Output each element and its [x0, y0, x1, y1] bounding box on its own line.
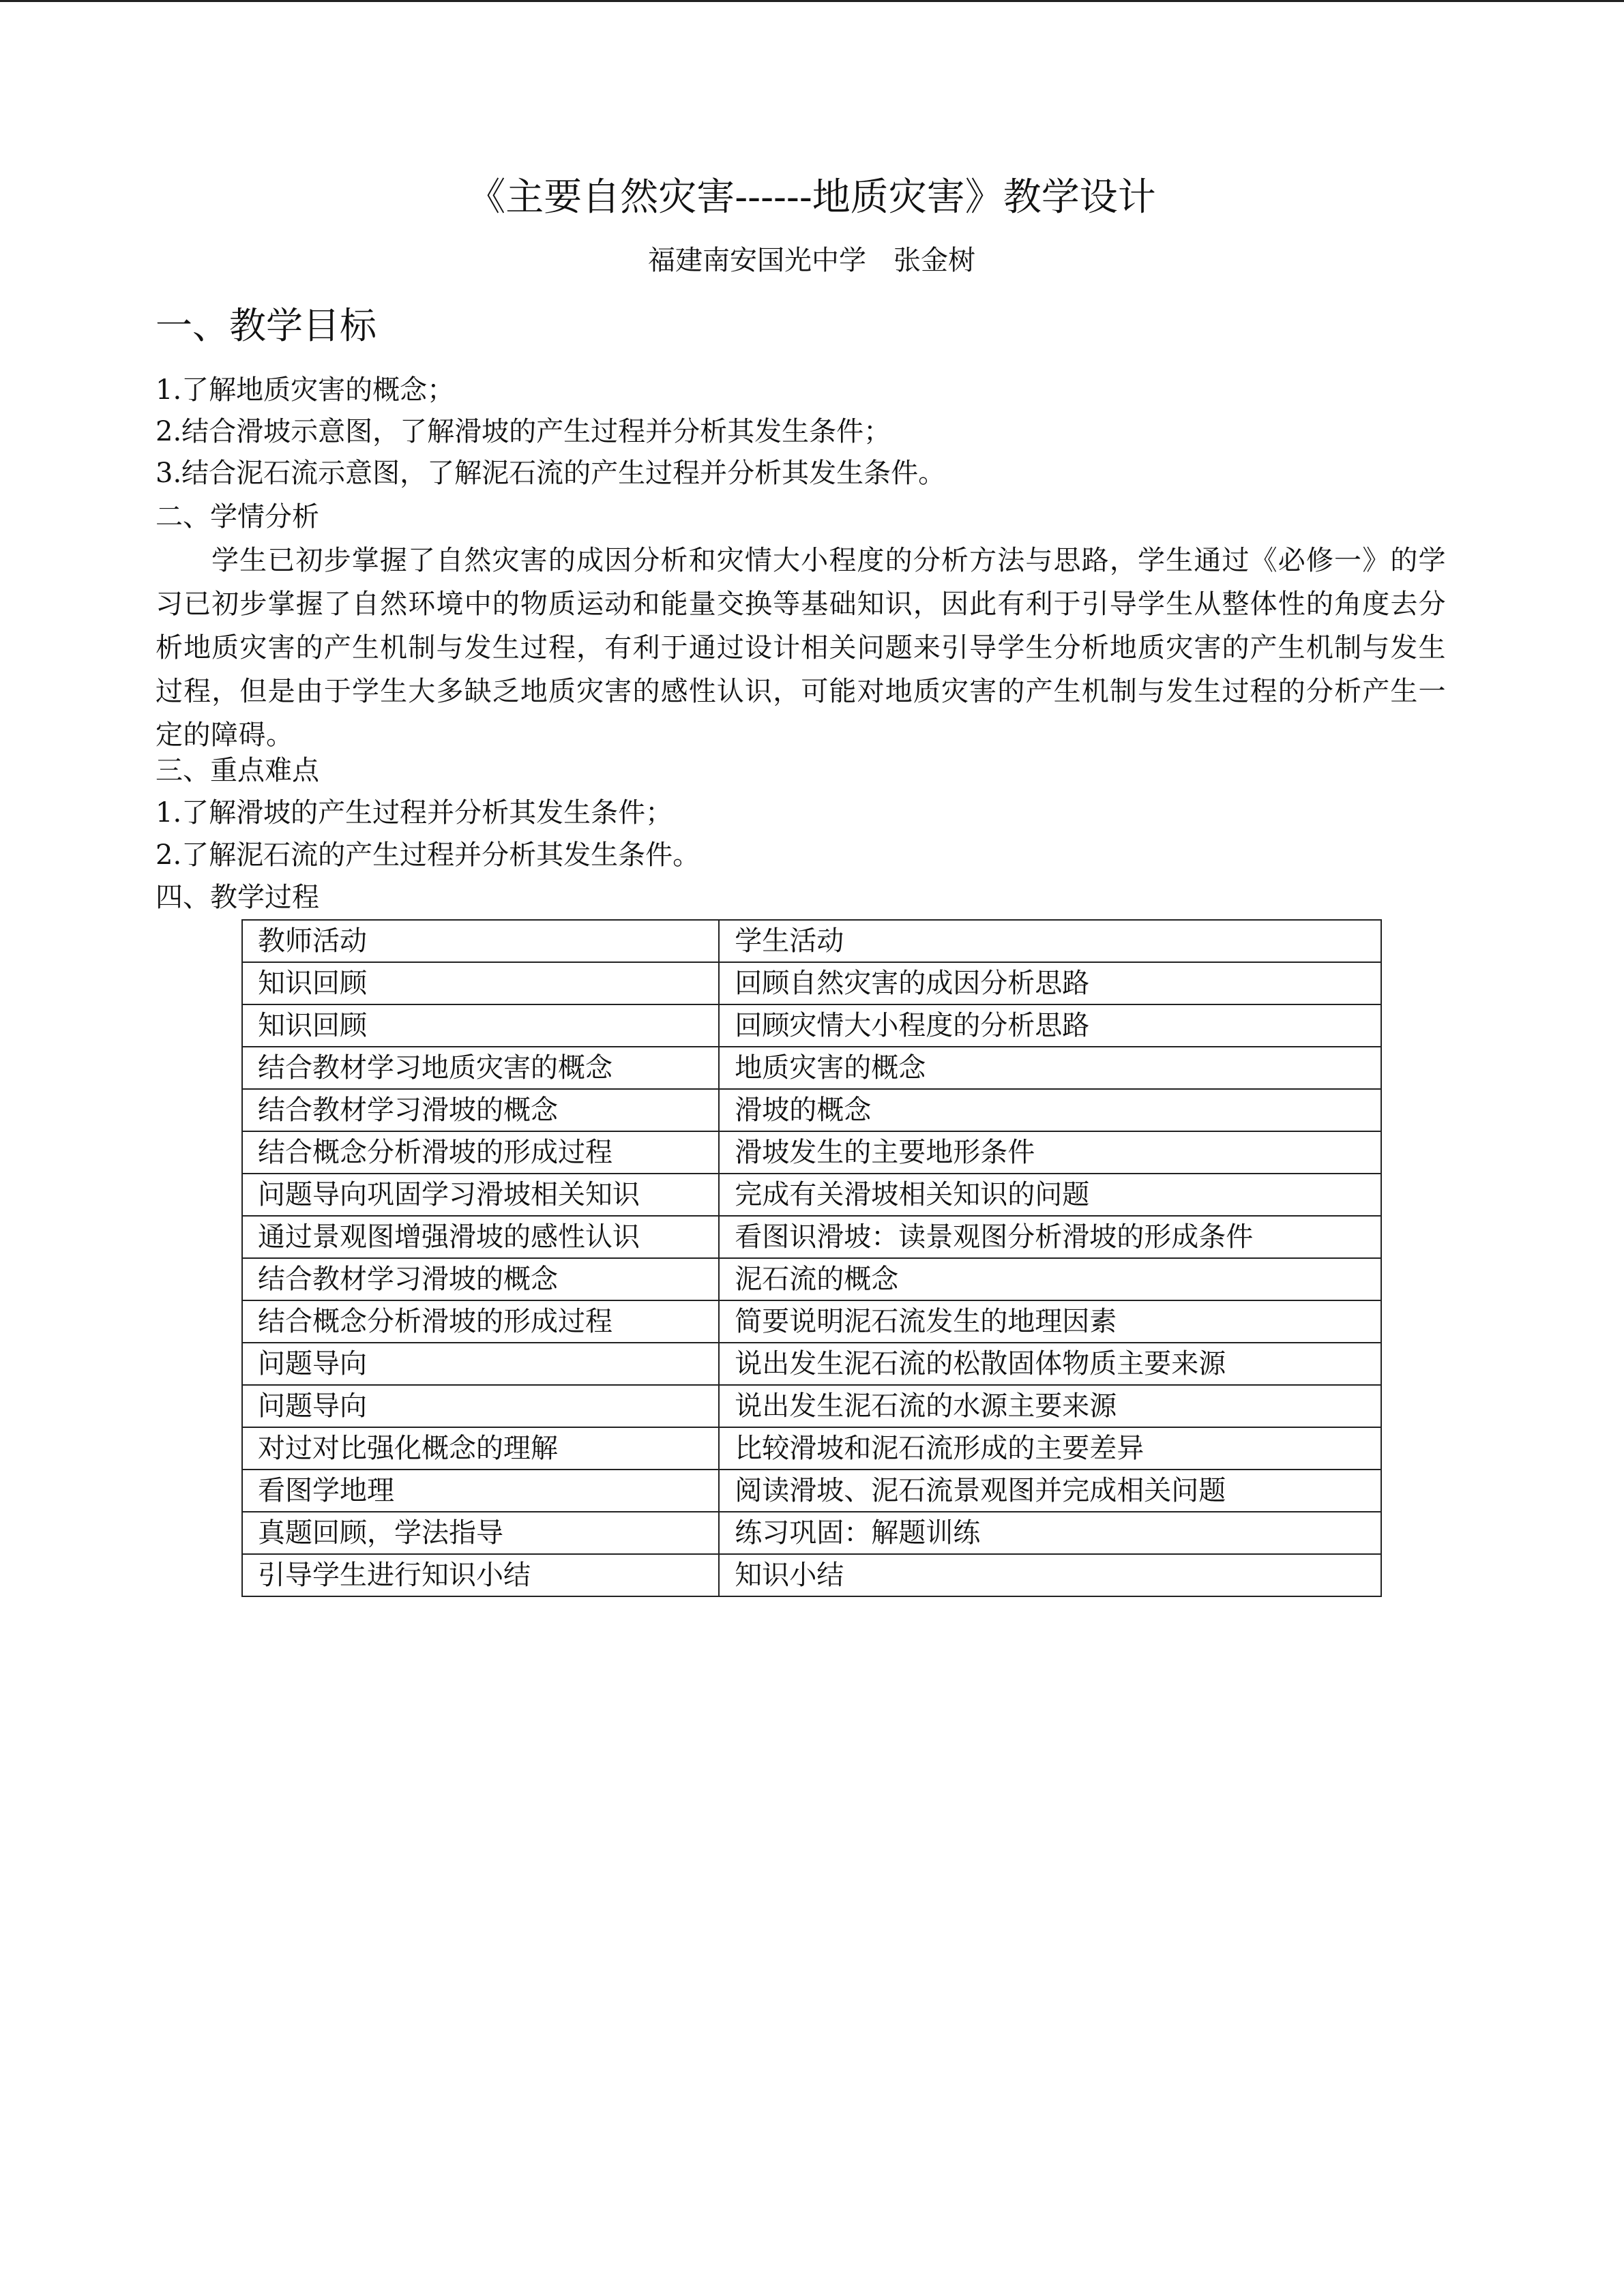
key-point-item-2: 2.了解泥石流的产生过程并分析其发生条件。	[156, 839, 700, 871]
table-cell: 阅读滑坡、泥石流景观图并完成相关问题	[719, 1470, 1381, 1512]
document-title: 《主要自然灾害------地质灾害》教学设计	[467, 175, 1156, 220]
table-cell: 问题导向	[242, 1385, 719, 1427]
table-cell: 结合概念分析滑坡的形成过程	[242, 1131, 719, 1174]
table-row	[242, 1554, 1381, 1596]
table-cell: 回顾灾情大小程度的分析思路	[719, 1004, 1381, 1047]
table-cell: 简要说明泥石流发生的地理因素	[719, 1300, 1381, 1343]
table-row	[242, 1385, 1381, 1427]
table-cell: 滑坡发生的主要地形条件	[719, 1131, 1381, 1174]
table-cell: 知识小结	[719, 1554, 1381, 1596]
table-row	[242, 1174, 1381, 1216]
table-cell: 结合教材学习滑坡的概念	[242, 1258, 719, 1300]
table-cell: 完成有关滑坡相关知识的问题	[719, 1174, 1381, 1216]
table-cell: 地质灾害的概念	[719, 1047, 1381, 1089]
table-row	[242, 1512, 1381, 1554]
table-cell: 看图学地理	[242, 1470, 719, 1512]
section-heading-teaching-goals: 一、教学目标	[156, 304, 377, 347]
goal-item-1: 1.了解地质灾害的概念；	[156, 374, 455, 406]
table-cell: 说出发生泥石流的水源主要来源	[719, 1385, 1381, 1427]
table-row	[242, 1131, 1381, 1174]
table-cell: 通过景观图增强滑坡的感性认识	[242, 1216, 719, 1258]
table-cell: 问题导向	[242, 1343, 719, 1385]
table-cell: 知识回顾	[242, 1004, 719, 1047]
table-cell: 教师活动	[242, 920, 719, 962]
section-heading-student-analysis: 二、学情分析	[156, 501, 319, 533]
goal-item-3: 3.结合泥石流示意图，了解泥石流的产生过程并分析其发生条件。	[156, 458, 946, 489]
table-cell: 结合概念分析滑坡的形成过程	[242, 1300, 719, 1343]
table-cell: 引导学生进行知识小结	[242, 1554, 719, 1596]
table-cell: 知识回顾	[242, 962, 719, 1004]
table-cell: 结合教材学习滑坡的概念	[242, 1089, 719, 1131]
table-cell: 滑坡的概念	[719, 1089, 1381, 1131]
table-row	[242, 1216, 1381, 1258]
table-row	[242, 1004, 1381, 1047]
table-cell: 对过对比强化概念的理解	[242, 1427, 719, 1470]
table-cell: 结合教材学习地质灾害的概念	[242, 1047, 719, 1089]
student-analysis-paragraph: 学生已初步掌握了自然灾害的成因分析和灾情大小程度的分析方法与思路，学生通过《必修一》的学习已初步掌握了自然环境中的物质运动和能量交换等基础知识，因此有利于引导学生从整体性的角度去分析地质灾害的产生机制与发生过程，有利于通过设计相关问题来引导学生分析地质灾害的产生机制与发生过程，但是由于学生大多缺乏地质灾害的感性认识，可能对地质灾害的产生机制与发生过程的分析产生一定的障碍。	[156, 545, 1446, 751]
table-cell: 看图识滑坡：读景观图分析滑坡的形成条件	[719, 1216, 1381, 1258]
table-cell: 学生活动	[719, 920, 1381, 962]
table-row	[242, 1343, 1381, 1385]
table-row	[242, 1300, 1381, 1343]
teaching-process-table	[241, 919, 1382, 1597]
table-row	[242, 962, 1381, 1004]
table-row	[242, 1089, 1381, 1131]
goal-item-2: 2.结合滑坡示意图，了解滑坡的产生过程并分析其发生条件；	[156, 416, 891, 447]
table-cell: 回顾自然灾害的成因分析思路	[719, 962, 1381, 1004]
key-point-item-1: 1.了解滑坡的产生过程并分析其发生条件；	[156, 797, 673, 829]
table-cell: 说出发生泥石流的松散固体物质主要来源	[719, 1343, 1381, 1385]
top-border-line	[0, 0, 1624, 2]
section-heading-key-points: 三、重点难点	[156, 755, 319, 786]
table-row	[242, 1427, 1381, 1470]
table-cell: 比较滑坡和泥石流形成的主要差异	[719, 1427, 1381, 1470]
table-row	[242, 1258, 1381, 1300]
table-cell: 真题回顾，学法指导	[242, 1512, 719, 1554]
section-heading-teaching-process: 四、教学过程	[156, 882, 319, 913]
table-cell: 问题导向巩固学习滑坡相关知识	[242, 1174, 719, 1216]
table-cell: 练习巩固：解题训练	[719, 1512, 1381, 1554]
document-author: 福建南安国光中学 张金树	[648, 245, 975, 276]
table-row	[242, 1047, 1381, 1089]
table-row	[242, 1470, 1381, 1512]
table-cell: 泥石流的概念	[719, 1258, 1381, 1300]
table-header-row	[242, 920, 1381, 962]
